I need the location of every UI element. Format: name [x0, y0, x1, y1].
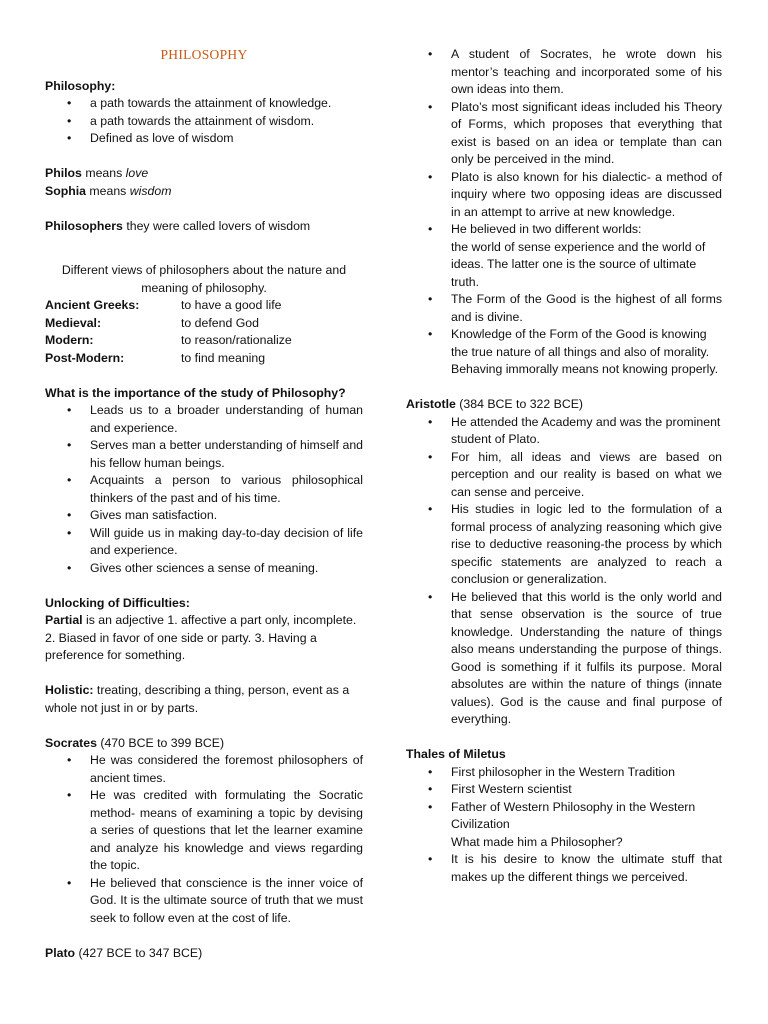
era-label: Modern: [45, 333, 94, 347]
views-intro: Different views of philosophers about the nature and meaning of philosophy. [61, 263, 347, 295]
era-view: to have a good life [181, 298, 282, 312]
list-item: • The Form of the Good is the highest of all forms and is divine. [406, 291, 722, 326]
list-item: • Gives other sciences a sense of meaning. [45, 560, 363, 578]
importance-heading: What is the importance of the study of Philosophy? [45, 385, 346, 400]
worlds-intro: He believed in two different worlds: [451, 222, 642, 236]
list-item: • It is his desire to know the ultimate stuff that makes up the different things we perceived. [406, 851, 722, 886]
list-item: • For him, all ideas and views are based on perception and our reality is based on what we can sense and perceive. [406, 449, 722, 502]
list-item: • He believed that this world is the only world and that sense observation is the source of true knowledge. Understanding the nature of things also means understanding the purpose of things. Good is something if it fulfils its purpose. Moral absolutes are within the nature of things (innate values). God is the cause and final purpose of everything. [406, 589, 722, 729]
list-item: • He was credited with formulating the Socratic method- means of examining a topic by devising a series of questions that let the learner examine and analyze his knowledge and views regarding the topic. [45, 787, 363, 875]
list-item: • Acquaints a person to various philosophical thinkers of the past and of his time. [45, 472, 363, 507]
thales-list [406, 764, 722, 887]
philos-definition: Philos means love [45, 166, 149, 180]
era-view: to find meaning [181, 350, 266, 365]
era-view: to reason/rationalize [181, 333, 292, 347]
list-item: • He believed that conscience is the inner voice of God. It is the ultimate source of truth that we must seek to follow even at the cost of life. [45, 875, 363, 928]
holistic-definition: Holistic: treating, describing a thing, person, event as a whole not just in or by parts. [45, 683, 350, 715]
list-item: • He was considered the foremost philosophers of ancient times. [45, 752, 363, 787]
socrates-heading: Socrates (470 BCE to 399 BCE) [45, 735, 225, 750]
era-label: Medieval: [45, 315, 102, 330]
worlds-description: the world of sense experience and the world of ideas. The latter one is the source of ultimate truth. [451, 239, 706, 289]
aristotle-heading: Aristotle (384 BCE to 322 BCE) [406, 397, 584, 411]
era-label: Ancient Greeks: [45, 298, 140, 312]
plato-list [406, 46, 722, 379]
list-item: • Serves man a better understanding of himself and his fellow human beings. [45, 437, 363, 472]
list-item: • Knowledge of the Form of the Good is knowing the true nature of all things and also of morality. Behaving immorally means not knowing properly. [406, 326, 722, 379]
list-item: • a path towards the attainment of wisdom. [45, 113, 363, 131]
list-item [406, 221, 722, 291]
list-item: • Plato’s most significant ideas included his Theory of Forms, which proposes that everything that exist is based on an idea or template than can only be perceived in the mind. [406, 99, 722, 169]
partial-definition: Partial is an adjective 1. affective a part only, incomplete. 2. Biased in favor of one side or party. 3. Having a preference for something. [45, 613, 357, 662]
era-label: Post-Modern: [45, 350, 125, 365]
philosophy-heading: Philosophy: [45, 78, 116, 93]
philosophy-list [45, 95, 363, 148]
philosophers-definition: Philosophers they were called lovers of wisdom [45, 218, 311, 233]
aristotle-list [406, 414, 722, 729]
list-item: • A student of Socrates, he wrote down his mentor’s teaching and incorporated some of his own ideas into them. [406, 46, 722, 99]
list-item [406, 799, 722, 852]
list-item: • Leads us to a broader understanding of human and experience. [45, 402, 363, 437]
right-column [406, 46, 722, 886]
plato-heading: Plato (427 BCE to 347 BCE) [45, 945, 203, 960]
list-item: • Gives man satisfaction. [45, 507, 363, 525]
thales-father: Father of Western Philosophy in the Western Civilization [451, 799, 696, 831]
socrates-list [45, 752, 363, 927]
page-title: PHILOSOPHY [160, 47, 248, 62]
thales-question: What made him a Philosopher? [451, 834, 623, 849]
importance-list [45, 402, 363, 577]
views-table [45, 297, 363, 367]
difficulties-heading: Unlocking of Difficulties: [45, 595, 190, 610]
list-item: • First Western scientist [406, 781, 722, 799]
list-item: • He attended the Academy and was the prominent student of Plato. [406, 414, 722, 449]
list-item: • First philosopher in the Western Tradition [406, 764, 722, 782]
list-item: • a path towards the attainment of knowledge. [45, 95, 363, 113]
thales-heading: Thales of Miletus [406, 747, 506, 761]
list-item: • Defined as love of wisdom [45, 130, 363, 148]
list-item: • Will guide us in making day-to-day decision of life and experience. [45, 525, 363, 560]
sophia-definition: Sophia means wisdom [45, 183, 172, 198]
list-item: • His studies in logic led to the formulation of a formal process of analyzing reasoning which give rise to deductive reasoning-the process by which specific statements are analyzed to reach a conclusion or generalization. [406, 501, 722, 589]
left-column [45, 40, 363, 962]
list-item: • Plato is also known for his dialectic- a method of inquiry where two opposing ideas are discussed in an attempt to arrive at new knowledge. [406, 169, 722, 222]
era-view: to defend God [181, 315, 259, 330]
